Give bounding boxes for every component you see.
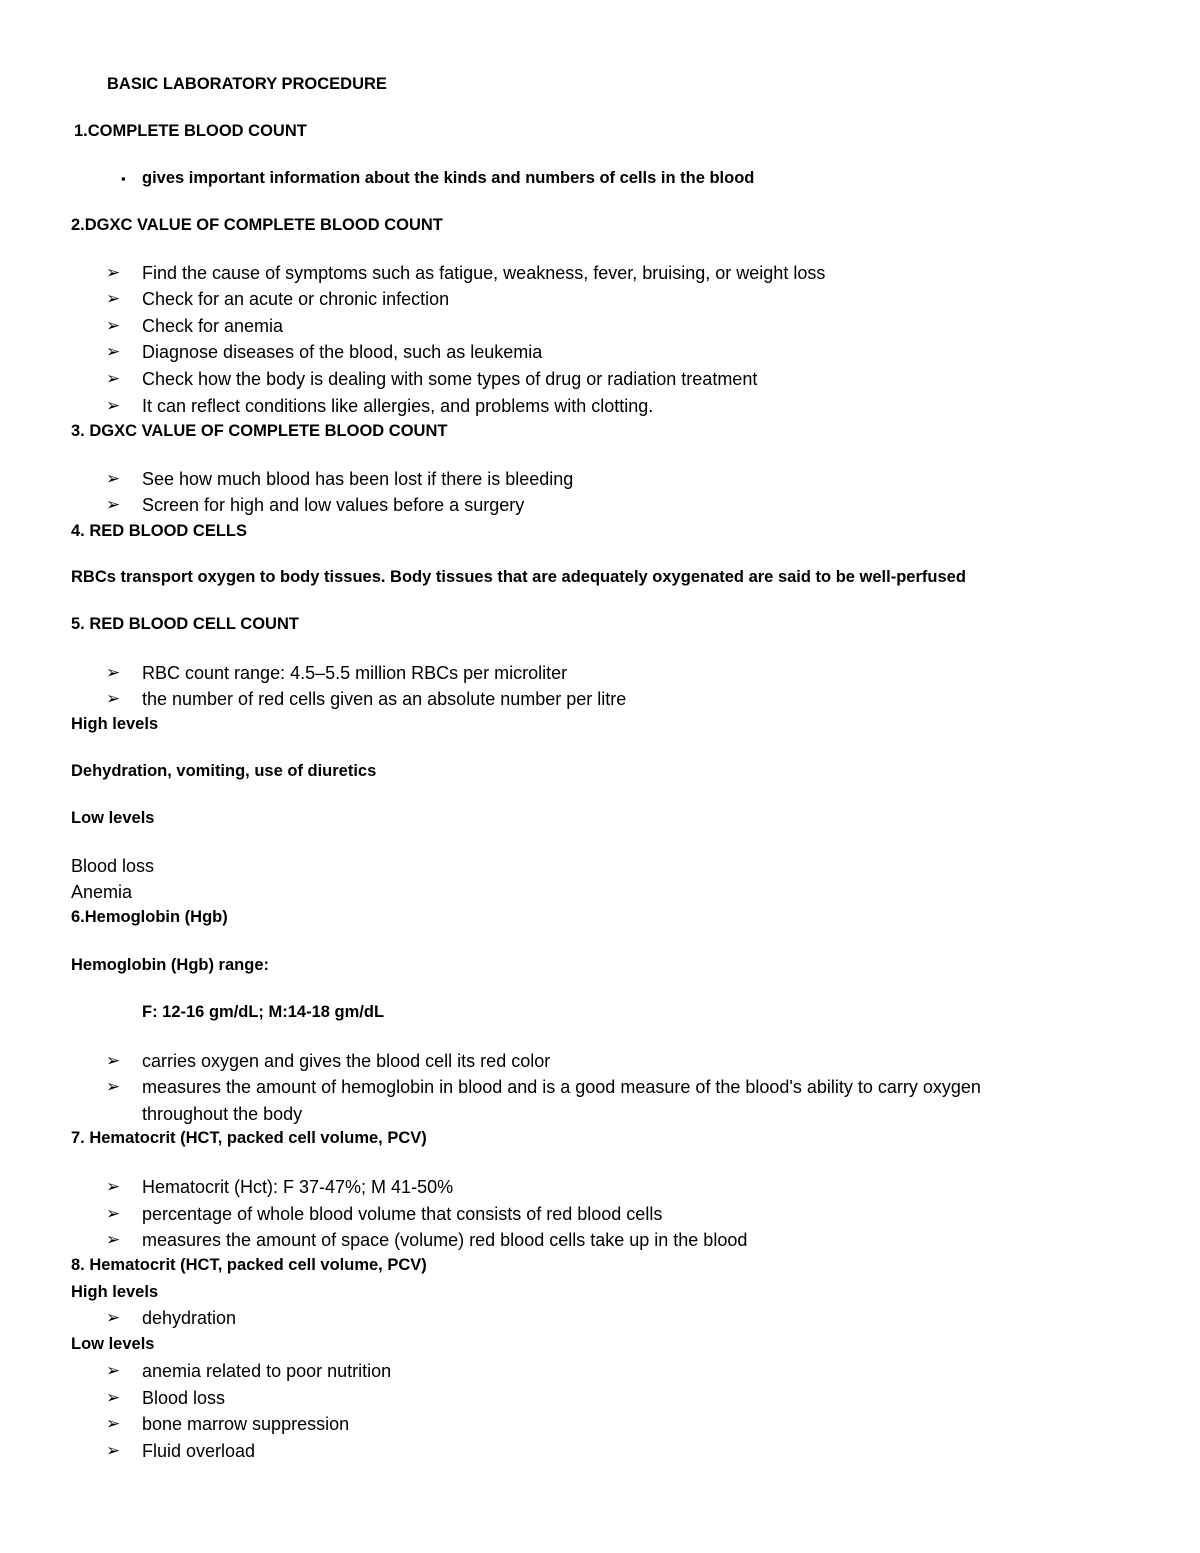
arrow-bullet-icon: ➢ — [106, 1051, 121, 1070]
section-5-high-text: Dehydration, vomiting, use of diuretics — [71, 762, 377, 780]
section-1-bullet: gives important information about the kinds and numbers of cells in the blood — [142, 169, 755, 187]
arrow-bullet-icon: ➢ — [106, 342, 121, 361]
document-title: BASIC LABORATORY PROCEDURE — [107, 75, 387, 93]
section-5-item: the number of red cells given as an absolute number per litre — [142, 689, 627, 709]
arrow-bullet-icon: ➢ — [106, 689, 121, 708]
section-7-item: Hematocrit (Hct): F 37-47%; M 41-50% — [142, 1177, 454, 1197]
arrow-bullet-icon: ➢ — [106, 1388, 121, 1407]
arrow-bullet-icon: ➢ — [106, 1308, 121, 1327]
section-8-low-item: bone marrow suppression — [142, 1414, 350, 1434]
arrow-bullet-icon: ➢ — [106, 1177, 121, 1196]
arrow-bullet-icon: ➢ — [106, 1441, 121, 1460]
section-5-low-label: Low levels — [71, 809, 155, 827]
arrow-bullet-icon: ➢ — [106, 289, 121, 308]
section-5-item: RBC count range: 4.5–5.5 million RBCs per microliter — [142, 663, 568, 683]
section-8-heading: 8. Hematocrit (HCT, packed cell volume, PCV) — [71, 1256, 427, 1274]
section-3-item: See how much blood has been lost if there is bleeding — [142, 469, 574, 489]
section-8-low-item: Blood loss — [142, 1388, 226, 1408]
section-5-low-item: Blood loss — [71, 856, 155, 876]
section-2-item: It can reflect conditions like allergies, and problems with clotting. — [142, 396, 654, 416]
section-2-item: Check for an acute or chronic infection — [142, 289, 450, 309]
section-2-item: Diagnose diseases of the blood, such as leukemia — [142, 342, 543, 362]
section-6-item: carries oxygen and gives the blood cell its red color — [142, 1051, 551, 1071]
arrow-bullet-icon: ➢ — [106, 1204, 121, 1223]
section-2-item: Check how the body is dealing with some types of drug or radiation treatment — [142, 369, 758, 389]
section-8-high-label: High levels — [71, 1283, 159, 1301]
section-5-low-item: Anemia — [71, 882, 133, 902]
section-2-heading: 2.DGXC VALUE OF COMPLETE BLOOD COUNT — [71, 216, 443, 234]
section-1-heading: 1.COMPLETE BLOOD COUNT — [74, 122, 307, 140]
arrow-bullet-icon: ➢ — [106, 495, 121, 514]
arrow-bullet-icon: ➢ — [106, 369, 121, 388]
arrow-bullet-icon: ➢ — [106, 263, 121, 282]
arrow-bullet-icon: ➢ — [106, 396, 121, 415]
arrow-bullet-icon: ➢ — [106, 469, 121, 488]
section-6-range-label: Hemoglobin (Hgb) range: — [71, 956, 269, 974]
arrow-bullet-icon: ➢ — [106, 1361, 121, 1380]
section-8-high-item: dehydration — [142, 1308, 237, 1328]
section-6-range-value: F: 12-16 gm/dL; M:14-18 gm/dL — [142, 1003, 385, 1021]
section-7-heading: 7. Hematocrit (HCT, packed cell volume, PCV) — [71, 1129, 427, 1147]
section-2-item: Find the cause of symptoms such as fatigue, weakness, fever, bruising, or weight loss — [142, 263, 826, 283]
section-3-item: Screen for high and low values before a surgery — [142, 495, 525, 515]
bullet-icon: ▪ — [121, 171, 126, 186]
section-7-item: percentage of whole blood volume that consists of red blood cells — [142, 1204, 663, 1224]
arrow-bullet-icon: ➢ — [106, 1077, 121, 1096]
section-6-item-continued: throughout the body — [142, 1104, 303, 1124]
section-4-heading: 4. RED BLOOD CELLS — [71, 522, 248, 540]
section-6-heading: 6.Hemoglobin (Hgb) — [71, 908, 228, 926]
section-8-low-label: Low levels — [71, 1335, 155, 1353]
section-7-item: measures the amount of space (volume) red blood cells take up in the blood — [142, 1230, 748, 1250]
section-5-high-label: High levels — [71, 715, 159, 733]
section-2-item: Check for anemia — [142, 316, 284, 336]
arrow-bullet-icon: ➢ — [106, 1230, 121, 1249]
arrow-bullet-icon: ➢ — [106, 316, 121, 335]
section-8-low-item: Fluid overload — [142, 1441, 256, 1461]
arrow-bullet-icon: ➢ — [106, 663, 121, 682]
section-6-item: measures the amount of hemoglobin in blood and is a good measure of the blood's ability to carry oxygen — [142, 1077, 981, 1097]
section-8-low-item: anemia related to poor nutrition — [142, 1361, 392, 1381]
section-4-text: RBCs transport oxygen to body tissues. Body tissues that are adequately oxygenated are said to be well-perfused — [71, 568, 966, 586]
arrow-bullet-icon: ➢ — [106, 1414, 121, 1433]
section-5-heading: 5. RED BLOOD CELL COUNT — [71, 615, 299, 633]
section-3-heading: 3. DGXC VALUE OF COMPLETE BLOOD COUNT — [71, 422, 448, 440]
